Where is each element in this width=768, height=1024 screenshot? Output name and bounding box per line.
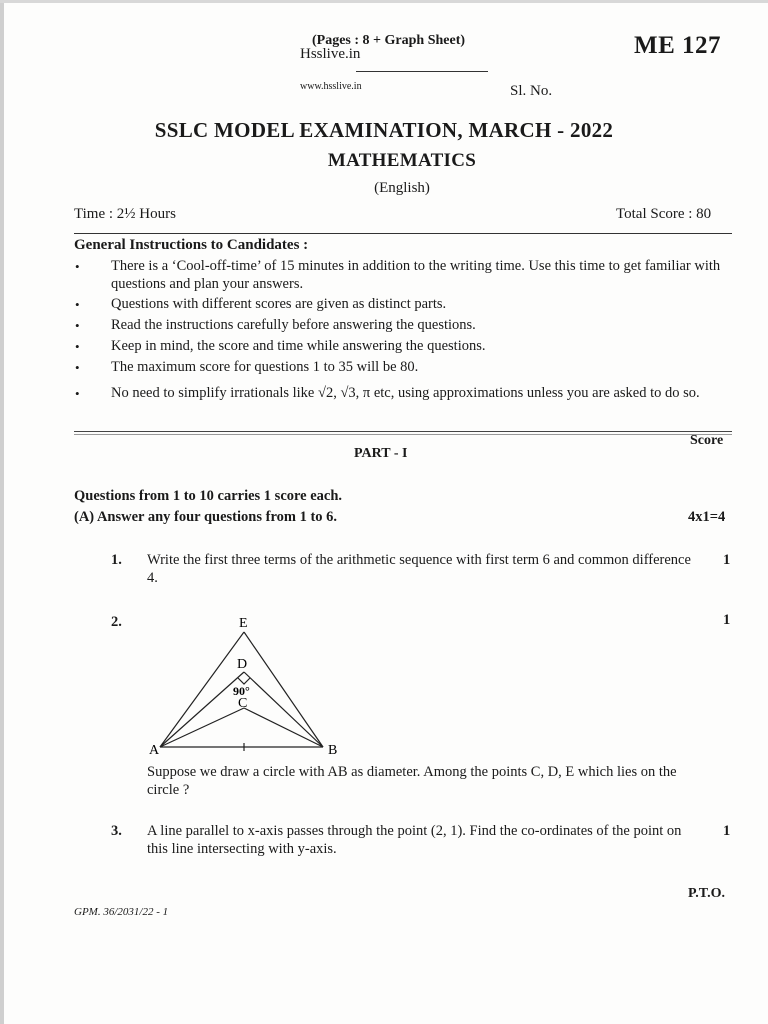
exam-title: SSLC MODEL EXAMINATION, MARCH - 2022 <box>154 118 614 142</box>
question-3-score: 1 <box>723 823 731 839</box>
question-2-score: 1 <box>723 612 731 628</box>
question-1-score: 1 <box>723 552 731 568</box>
question-2-text: Suppose we draw a circle with AB as diameter. Among the points C, D, E which lies on the circle ? <box>147 764 677 798</box>
footer-code: GPM. 36/2031/22 - 1 <box>74 906 169 918</box>
watermark-url: www.hsslive.in <box>300 81 362 92</box>
question-3-number: 3. <box>111 823 122 839</box>
divider-top <box>74 233 732 234</box>
exam-time: Time : 2½ Hours <box>74 206 176 222</box>
exam-subject: MATHEMATICS <box>327 150 477 171</box>
pto-note: P.T.O. <box>688 886 725 901</box>
watermark-site: Hsslive.in <box>300 46 361 62</box>
header-rule <box>356 71 488 72</box>
instructions-heading: General Instructions to Candidates : <box>74 237 309 253</box>
question-3-text: A line parallel to x-axis passes through the point (2, 1). Find the co-ordinates of the point on this line intersecting with y-axis. <box>147 823 682 857</box>
page-edge-top <box>0 0 768 3</box>
exam-language: (English) <box>374 180 430 196</box>
label-c: C <box>238 696 248 711</box>
score-column-header: Score <box>690 433 724 448</box>
instruction-item: Questions with different scores are given as distinct parts. <box>111 296 447 312</box>
section-a-score: 4x1=4 <box>688 509 726 525</box>
exam-total-score: Total Score : 80 <box>616 206 712 222</box>
part-intro: Questions from 1 to 10 carries 1 score each. <box>74 488 343 504</box>
label-a: A <box>149 743 160 758</box>
part-label: PART - I <box>354 446 408 461</box>
label-e: E <box>239 616 248 631</box>
label-angle: 90° <box>233 684 250 698</box>
divider-part <box>74 431 732 432</box>
bullet-icon: • <box>75 386 80 401</box>
question-1-text: Write the first three terms of the arithmetic sequence with first term 6 and common difference 4. <box>147 552 691 586</box>
bullet-icon: • <box>75 339 80 354</box>
label-d: D <box>237 657 248 672</box>
bullet-icon: • <box>75 297 80 312</box>
instruction-item: No need to simplify irrationals like √2, √3, π etc, using approximations unless you are asked to do so. <box>111 385 700 401</box>
pages-note: (Pages : 8 + Graph Sheet) <box>312 33 466 48</box>
section-a-label: (A) Answer any four questions from 1 to 6. <box>74 509 338 525</box>
instruction-item: There is a ‘Cool-off-time’ of 15 minutes in addition to the writing time. Use this time to get familiar with questions and plan your answers. <box>111 258 721 292</box>
label-b: B <box>328 743 338 758</box>
question-1-number: 1. <box>111 552 122 568</box>
triangle-figure <box>140 610 350 760</box>
bullet-icon: • <box>75 318 80 333</box>
divider-part-secondary <box>74 434 732 435</box>
paper-code: ME 127 <box>634 32 722 59</box>
instruction-item: Read the instructions carefully before answering the questions. <box>111 317 476 333</box>
instruction-item: Keep in mind, the score and time while answering the questions. <box>111 338 486 354</box>
bullet-icon: • <box>75 360 80 375</box>
serial-label: Sl. No. <box>510 83 553 99</box>
instruction-item: The maximum score for questions 1 to 35 will be 80. <box>111 359 419 375</box>
question-2-number: 2. <box>111 614 122 630</box>
bullet-icon: • <box>75 259 80 274</box>
